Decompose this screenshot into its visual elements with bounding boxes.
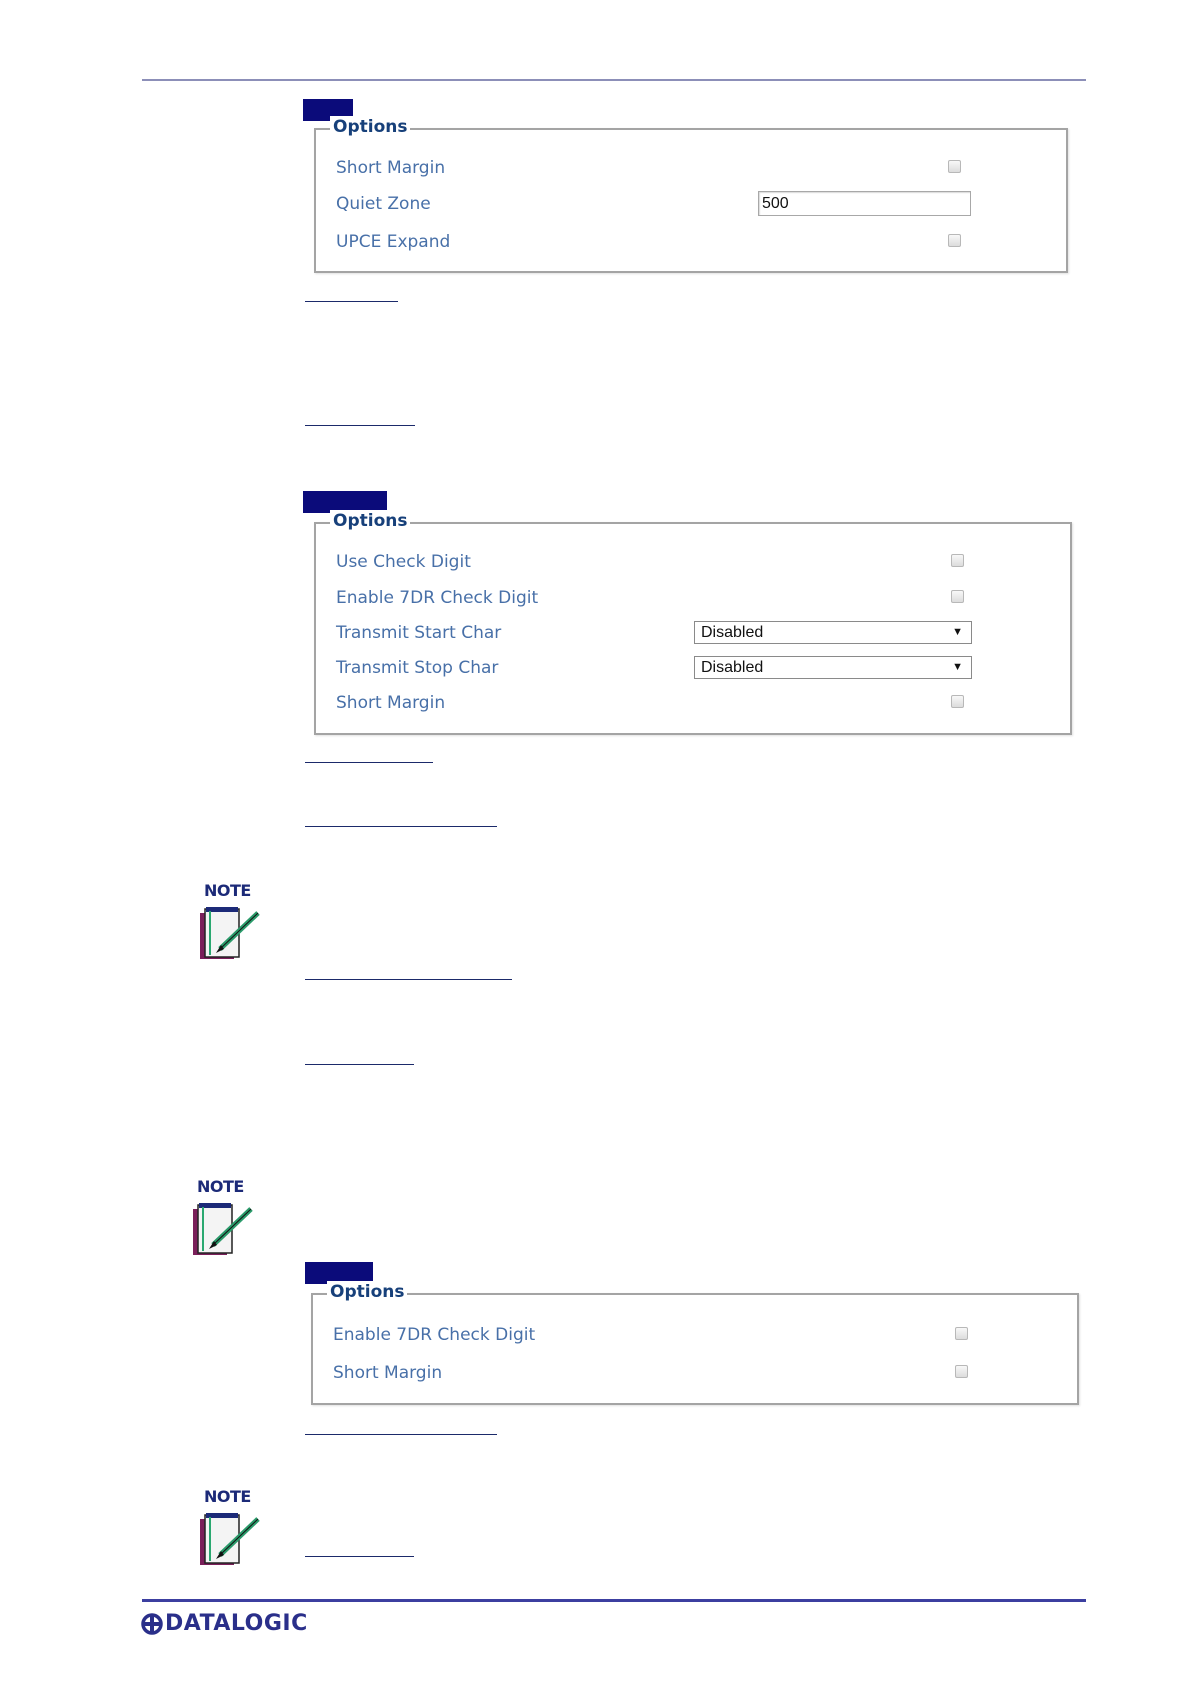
option-label: Short Margin bbox=[336, 693, 446, 713]
notepad-pencil-icon bbox=[196, 899, 266, 969]
option-label: Short Margin bbox=[333, 1363, 443, 1383]
heading-underline bbox=[305, 762, 433, 763]
logo-mark-icon bbox=[141, 1613, 163, 1635]
note-label: NOTE bbox=[197, 1177, 244, 1196]
notepad-pencil-icon bbox=[189, 1195, 259, 1265]
note-label: NOTE bbox=[204, 881, 251, 900]
heading-underline bbox=[305, 1434, 497, 1435]
option-label: UPCE Expand bbox=[336, 232, 451, 252]
heading-underline bbox=[305, 826, 497, 827]
panel-legend: Options bbox=[330, 116, 410, 138]
quiet-zone-input[interactable]: 500 bbox=[758, 191, 971, 216]
heading-underline bbox=[305, 979, 512, 980]
option-label: Use Check Digit bbox=[336, 552, 471, 572]
option-label: Quiet Zone bbox=[336, 194, 431, 214]
upce-expand-checkbox[interactable] bbox=[948, 234, 961, 247]
option-label: Transmit Start Char bbox=[336, 623, 502, 643]
note-block bbox=[196, 881, 266, 971]
header-rule bbox=[142, 79, 1086, 81]
panel-legend: Options bbox=[327, 1281, 407, 1303]
use-check-digit-checkbox[interactable] bbox=[951, 554, 964, 567]
heading-underline bbox=[305, 425, 415, 426]
chevron-down-icon: ▼ bbox=[952, 661, 963, 673]
transmit-stop-char-select[interactable] bbox=[694, 656, 972, 679]
heading-underline bbox=[305, 1064, 414, 1065]
heading-underline bbox=[305, 1556, 414, 1557]
panel-legend: Options bbox=[330, 510, 410, 532]
chevron-down-icon: ▼ bbox=[952, 626, 963, 638]
logo-text: DATALOGIC bbox=[165, 1611, 308, 1636]
notepad-pencil-icon bbox=[196, 1505, 266, 1575]
heading-underline bbox=[305, 301, 398, 302]
option-label: Transmit Stop Char bbox=[336, 658, 499, 678]
short-margin-checkbox[interactable] bbox=[955, 1365, 968, 1378]
options-panel bbox=[311, 1282, 1079, 1405]
enable-7dr-check-digit-checkbox[interactable] bbox=[955, 1327, 968, 1340]
select-value: Disabled bbox=[701, 624, 764, 641]
transmit-start-char-select[interactable] bbox=[694, 621, 972, 644]
options-panel bbox=[314, 117, 1068, 273]
select-value: Disabled bbox=[701, 659, 764, 676]
short-margin-checkbox[interactable] bbox=[948, 160, 961, 173]
enable-7dr-check-digit-checkbox[interactable] bbox=[951, 590, 964, 603]
note-block bbox=[189, 1177, 259, 1267]
note-block bbox=[196, 1487, 266, 1577]
note-label: NOTE bbox=[204, 1487, 251, 1506]
options-panel bbox=[314, 511, 1072, 735]
option-label: Short Margin bbox=[336, 158, 446, 178]
footer-rule bbox=[142, 1599, 1086, 1602]
option-label: Enable 7DR Check Digit bbox=[336, 588, 539, 608]
short-margin-checkbox[interactable] bbox=[951, 695, 964, 708]
option-label: Enable 7DR Check Digit bbox=[333, 1325, 536, 1345]
